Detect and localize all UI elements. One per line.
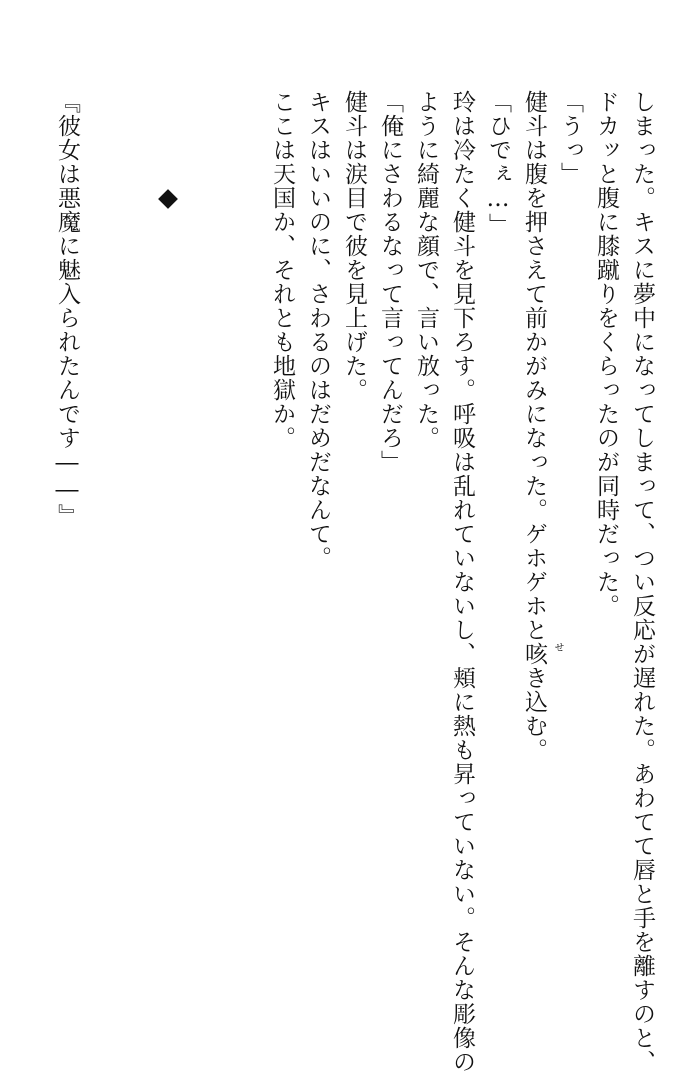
text-line-4-before-ruby: 健斗は腹を押さえて前かがみになった。ゲホゲホと咳 せ き込む。 [521,90,563,762]
text-line-1: しまった。キスに夢中になってしまって、つい反応が遅れた。あわてて唇と手を離すのと、 [629,90,655,1074]
scene-break-diamond-icon [158,189,178,209]
ruby-base-text: 咳 せ [521,642,563,666]
text-line-7: ように綺麗な顔で、言い放った。 [413,90,439,450]
text-line-6: 玲は冷たく健斗を見下ろす。呼吸は乱れていないし、頬に熱も昇っていない。そんな彫像の [449,90,475,1074]
text-line-4 [516,90,563,990]
text-line-9: 健斗は涙目で彼を見上げた。 [341,90,367,402]
text-line-11: ここは天国か、それとも地獄か。 [269,90,295,450]
text-line-10: キスはいいのに、さわるのはだめだなんて。 [305,90,331,570]
text-line-3: 「うっ」 [557,90,583,186]
main-text-column [264,90,660,1074]
bottom-quote: 『彼女は悪魔に魅入られたんです――』 [54,90,80,528]
text-line-8: 「俺にさわるなって言ってんだろ」 [377,90,403,474]
text-line-5: 「ひでぇ…」 [485,90,511,237]
ruby-reading: せ [552,642,563,653]
text-line-2: ドカッと腹に膝蹴りをくらったのが同時だった。 [593,90,619,618]
